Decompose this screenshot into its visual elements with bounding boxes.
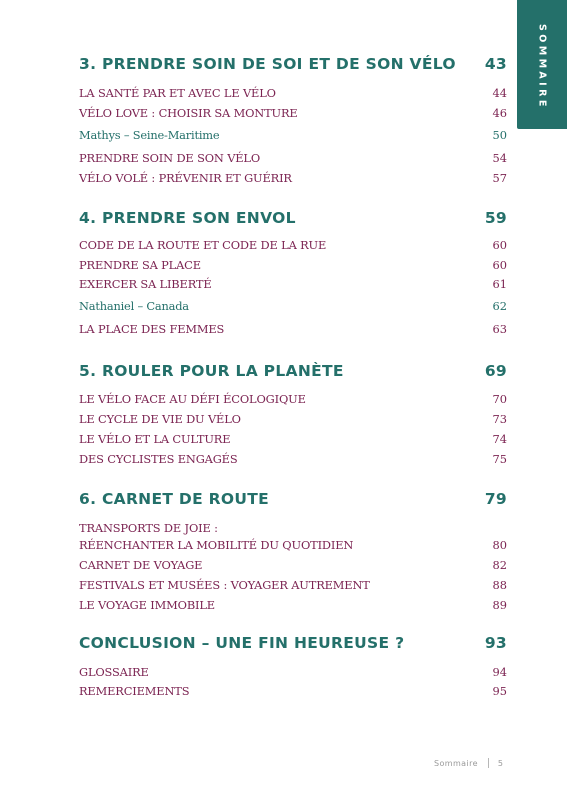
toc-entry[interactable] <box>79 452 507 467</box>
entry-label: LE VÉLO FACE AU DÉFI ÉCOLOGIQUE <box>79 392 306 406</box>
section-heading[interactable] <box>79 489 507 509</box>
entry-page: 95 <box>492 684 507 698</box>
toc-entry-profile[interactable] <box>79 128 507 143</box>
section-page: 59 <box>484 209 507 227</box>
toc-entry[interactable] <box>79 558 507 573</box>
toc-entry[interactable] <box>79 598 507 613</box>
entry-label: LE VÉLO ET LA CULTURE <box>79 432 231 446</box>
section-page: 69 <box>484 362 507 380</box>
section-heading[interactable] <box>79 54 507 74</box>
toc-entry[interactable] <box>79 665 507 680</box>
toc-section-4 <box>79 208 507 337</box>
entry-page: 80 <box>492 538 507 552</box>
toc-section-5 <box>79 361 507 467</box>
toc-section-6 <box>79 489 507 613</box>
entry-label: DES CYCLISTES ENGAGÉS <box>79 452 238 466</box>
section-title: 4. PRENDRE SON ENVOL <box>79 209 296 227</box>
entry-page: 54 <box>492 151 507 165</box>
section-title: 6. CARNET DE ROUTE <box>79 490 270 508</box>
entry-label: LA SANTÉ PAR ET AVEC LE VÉLO <box>79 86 276 100</box>
entry-page: 44 <box>492 86 507 100</box>
entry-page: 57 <box>492 171 507 185</box>
entry-page: 50 <box>492 128 507 142</box>
toc-entry[interactable] <box>79 171 507 186</box>
toc-entry[interactable] <box>79 392 507 407</box>
section-heading[interactable] <box>79 633 507 653</box>
toc-entry[interactable] <box>79 277 507 292</box>
toc-entry[interactable] <box>79 151 507 166</box>
entry-page: 75 <box>492 452 507 466</box>
entry-page: 89 <box>492 598 507 612</box>
toc-section-3 <box>79 54 507 186</box>
entry-page: 74 <box>492 432 507 446</box>
entry-label: FESTIVALS ET MUSÉES : VOYAGER AUTREMENT <box>79 578 370 592</box>
toc-entry[interactable] <box>79 684 507 699</box>
entry-page: 61 <box>492 277 507 291</box>
entry-label: CARNET DE VOYAGE <box>79 558 203 572</box>
section-heading[interactable] <box>79 361 507 381</box>
page-number: 5 <box>497 758 504 768</box>
entry-page: 63 <box>492 322 507 336</box>
entry-label: LE CYCLE DE VIE DU VÉLO <box>79 412 241 426</box>
sommaire-tab[interactable] <box>517 0 567 129</box>
section-page: 93 <box>484 634 507 652</box>
toc-entry[interactable] <box>79 412 507 427</box>
entry-page: 94 <box>492 665 507 679</box>
toc-entry[interactable] <box>79 432 507 447</box>
toc-entry[interactable] <box>79 86 507 101</box>
entry-page: 62 <box>492 299 507 313</box>
toc-entry[interactable] <box>79 258 507 273</box>
toc-entry-profile[interactable] <box>79 299 507 314</box>
entry-label: TRANSPORTS DE JOIE : <box>79 521 218 535</box>
section-heading[interactable] <box>79 208 507 228</box>
entry-label: REMERCIEMENTS <box>79 684 190 698</box>
entry-label: PRENDRE SA PLACE <box>79 258 201 272</box>
entry-page: 60 <box>492 258 507 272</box>
toc-entry[interactable] <box>79 538 507 553</box>
toc-section-conclusion <box>79 633 507 699</box>
section-title: 5. ROULER POUR LA PLANÈTE <box>79 362 344 380</box>
entry-page: 70 <box>492 392 507 406</box>
entry-label: VÉLO LOVE : CHOISIR SA MONTURE <box>79 106 298 120</box>
toc-entry[interactable] <box>79 106 507 121</box>
section-title: CONCLUSION – UNE FIN HEUREUSE ? <box>79 634 405 652</box>
toc-entry[interactable] <box>79 238 507 253</box>
entry-page: 82 <box>492 558 507 572</box>
page-footer <box>434 758 534 768</box>
entry-page: 60 <box>492 238 507 252</box>
entry-label: PRENDRE SOIN DE SON VÉLO <box>79 151 261 165</box>
toc-entry[interactable] <box>79 578 507 593</box>
entry-label: LA PLACE DES FEMMES <box>79 322 225 336</box>
footer-label: Sommaire <box>434 758 478 768</box>
entry-label: LE VOYAGE IMMOBILE <box>79 598 215 612</box>
entry-label: RÉENCHANTER LA MOBILITÉ DU QUOTIDIEN <box>79 538 354 552</box>
section-page: 79 <box>484 490 507 508</box>
footer-divider <box>488 758 489 768</box>
entry-label: Nathaniel – Canada <box>79 299 189 313</box>
section-title: 3. PRENDRE SOIN DE SOI ET DE SON VÉLO <box>79 55 456 73</box>
entry-page: 46 <box>492 106 507 120</box>
entry-label: GLOSSAIRE <box>79 665 149 679</box>
entry-page: 88 <box>492 578 507 592</box>
entry-label: CODE DE LA ROUTE ET CODE DE LA RUE <box>79 238 327 252</box>
section-page: 43 <box>484 55 507 73</box>
toc-entry[interactable] <box>79 322 507 337</box>
entry-label: VÉLO VOLÉ : PRÉVENIR ET GUÉRIR <box>79 171 292 185</box>
entry-label: Mathys – Seine-Maritime <box>79 128 220 142</box>
tab-label: SOMMAIRE <box>536 23 548 110</box>
entry-page: 73 <box>492 412 507 426</box>
entry-label: EXERCER SA LIBERTÉ <box>79 277 212 291</box>
toc-entry[interactable] <box>79 521 507 536</box>
